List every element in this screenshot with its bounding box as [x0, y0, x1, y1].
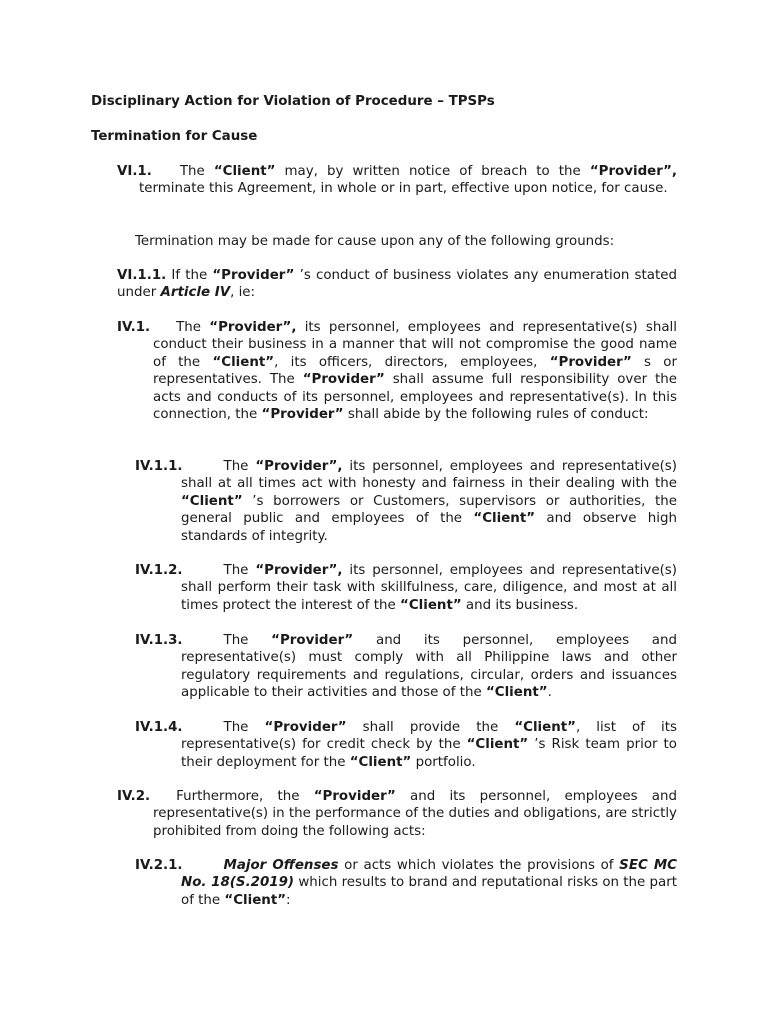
- clause-iv-2: IV.2. Furthermore, the “Provider” and its personnel, employees and representative(s) in the performance of the duties and obligations, are strictly prohibited from doing the following acts:: [117, 789, 677, 839]
- clause-number: IV.1.4.: [135, 720, 183, 735]
- clause-iv-1: IV.1. The “Provider”, its personnel, employees and representative(s) shall conduct their business in a manner that will not compromise the good name of the “Client”, its officers, directors, employees, “Provider” s or representatives. The “Provider” shall assume full responsibility over the acts and conducts of its personnel, employees and representative(s). In this connection, the “Provider” shall abide by the following rules of conduct:: [117, 320, 678, 423]
- clause-iv-1-4: IV.1.4. The “Provider” shall provide the “Client”, list of its representative(s) for credit check by the “Client” ’s Risk team prior to their deployment for the “Client” portfolio.: [135, 720, 677, 770]
- clause-number: VI.1.1.: [117, 268, 167, 283]
- clause-iv-1-2: IV.1.2. The “Provider”, its personnel, employees and representative(s) shall perform their task with skillfulness, care, diligence, and most at all times protect the interest of the “Client” and its business.: [135, 563, 677, 613]
- clause-number: IV.2.1.: [135, 858, 183, 873]
- clause-number: VI.1.: [117, 164, 152, 179]
- clause-number: IV.1.3.: [135, 633, 183, 648]
- clause-iv-1-3: IV.1.3. The “Provider” and its personnel, employees and representative(s) must comply with all Philippine laws and other regulatory requirements and regulations, circular, orders and issuances applicable to their activities and those of the “Client”.: [135, 633, 677, 701]
- clause-number: IV.1.2.: [135, 563, 183, 578]
- grounds-intro: Termination may be made for cause upon any of the following grounds:: [135, 234, 615, 249]
- clause-vi-1-1: VI.1.1. If the “Provider” ’s conduct of business violates any enumeration stated under Article IV, ie:: [117, 268, 677, 301]
- clause-iv-2-1: IV.2.1. Major Offenses or acts which violates the provisions of SEC MC No. 18(S.2019) which results to brand and reputational risks on the part of the “Client”:: [135, 858, 677, 908]
- clause-number: IV.1.: [117, 320, 151, 335]
- clause-vi-1: VI.1. The “Client” may, by written notice of breach to the “Provider”, terminate this Agreement, in whole or in part, effective upon notice, for cause.: [117, 164, 677, 197]
- document-title: Disciplinary Action for Violation of Procedure – TPSPs: [91, 94, 495, 109]
- clause-iv-1-1: IV.1.1. The “Provider”, its personnel, employees and representative(s) shall at all times act with honesty and fairness in their dealing with the “Client” ’s borrowers or Customers, supervisors or authorities, the general public and employees of the “Client” and observe high standards of integrity.: [135, 459, 678, 544]
- clause-number: IV.2.: [117, 789, 151, 804]
- section-heading: Termination for Cause: [91, 129, 258, 144]
- clause-number: IV.1.1.: [135, 459, 183, 474]
